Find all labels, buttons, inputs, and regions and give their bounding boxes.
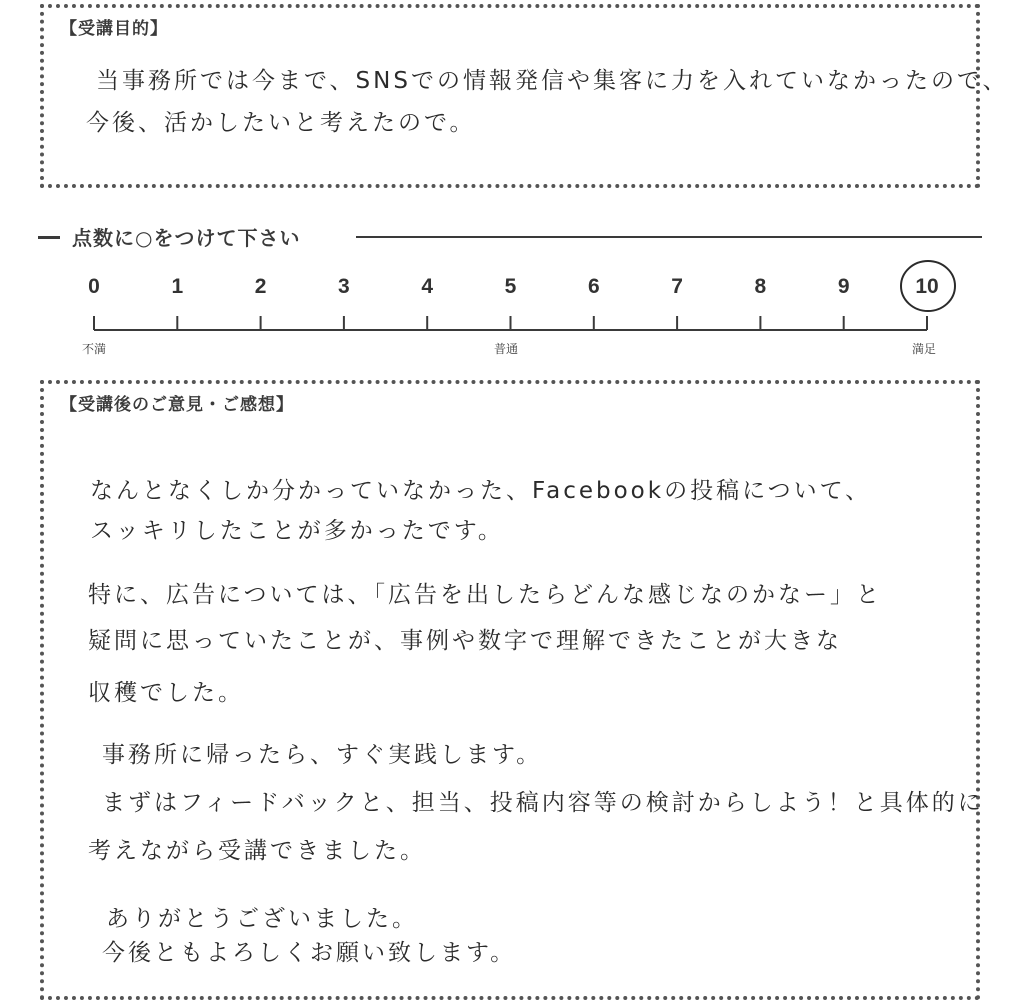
feedback-line: 収穫でした。 bbox=[88, 680, 244, 706]
rating-scale bbox=[0, 0, 1024, 380]
scale-caption-high: 満足 bbox=[912, 342, 937, 356]
scale-number-3[interactable]: 3 bbox=[338, 275, 350, 298]
feedback-line: まずはフィードバックと、担当、投稿内容等の検討からしよう！と具体的に bbox=[102, 790, 984, 816]
purpose-line: 今後、活かしたいと考えたので。 bbox=[86, 110, 476, 136]
scale-number-1[interactable]: 1 bbox=[171, 275, 184, 298]
score-title: 点数に○をつけて下さい bbox=[72, 226, 301, 250]
feedback-line: 特に、広告については、「広告を出したらどんな感じなのかなー」と bbox=[88, 582, 883, 608]
scale-number-7[interactable]: 7 bbox=[671, 275, 683, 298]
feedback-line: ありがとうございました。 bbox=[106, 906, 418, 932]
scale-caption-mid: 普通 bbox=[494, 342, 519, 356]
feedback-line: スッキリしたことが多かったです。 bbox=[90, 518, 504, 544]
feedback-line: 考えながら受講できました。 bbox=[88, 838, 426, 864]
feedback-line: なんとなくしか分かっていなかった、Facebookの投稿について、 bbox=[90, 478, 872, 504]
scale-caption-low: 不満 bbox=[82, 342, 107, 356]
scale-number-4[interactable]: 4 bbox=[421, 275, 434, 298]
feedback-title: 【受講後のご意見・ご感想】 bbox=[60, 395, 294, 415]
purpose-line: 当事務所では今まで、SNSでの情報発信や集客に力を入れていなかったので、 bbox=[96, 68, 1009, 94]
scale-number-10[interactable]: 10 bbox=[915, 275, 939, 298]
feedback-line: 今後ともよろしくお願い致します。 bbox=[102, 940, 517, 966]
scale-number-6[interactable]: 6 bbox=[587, 275, 600, 298]
scale-number-2[interactable]: 2 bbox=[254, 275, 267, 298]
purpose-title: 【受講目的】 bbox=[60, 19, 168, 39]
scale-number-9[interactable]: 9 bbox=[837, 275, 850, 298]
scale-number-8[interactable]: 8 bbox=[754, 275, 767, 298]
scale-number-0[interactable]: 0 bbox=[88, 275, 100, 298]
feedback-line: 疑問に思っていたことが、事例や数字で理解できたことが大きな bbox=[88, 628, 842, 654]
feedback-section bbox=[40, 380, 984, 1000]
scale-number-5[interactable]: 5 bbox=[504, 275, 517, 298]
feedback-line: 事務所に帰ったら、すぐ実践します。 bbox=[102, 742, 543, 768]
